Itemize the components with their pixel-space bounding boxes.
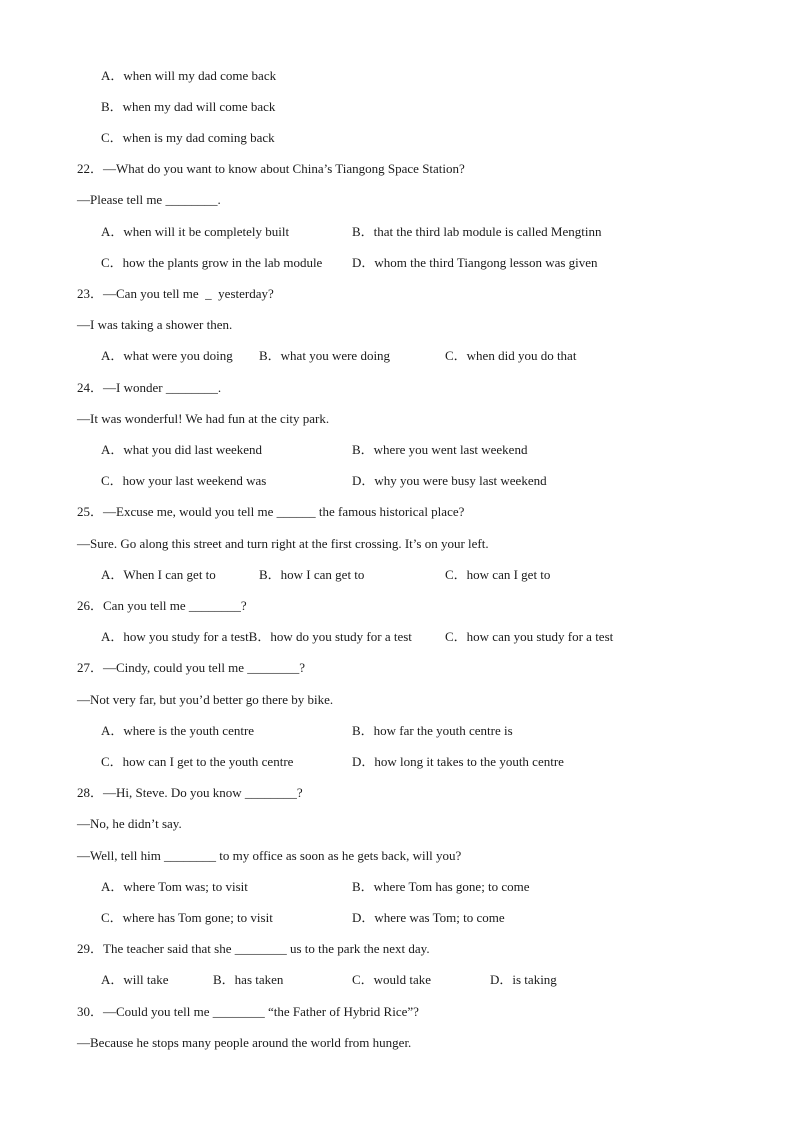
q23-reply: —I was taking a shower then. <box>77 317 233 332</box>
q28-option-b: B．where Tom has gone; to come <box>352 879 530 894</box>
q29-option-a: A．will take <box>101 972 169 987</box>
q21-option-a: A．when will my dad come back <box>101 68 277 83</box>
q23-option-c: C．when did you do that <box>445 348 577 363</box>
q26-option-c: C．how can you study for a test <box>445 629 614 644</box>
q24-option-c: C．how your last weekend was <box>101 473 267 488</box>
q29-option-b: B．has taken <box>213 972 284 987</box>
q24-stem: 24．—I wonder ________. <box>77 380 222 395</box>
q27-stem: 27．—Cindy, could you tell me ________? <box>77 660 306 675</box>
q22-option-b: B．that the third lab module is called Mengtinn <box>352 224 602 239</box>
q29-option-d: D．is taking <box>490 972 557 987</box>
q28-stem: 28．—Hi, Steve. Do you know ________? <box>77 785 303 800</box>
q25-reply: —Sure. Go along this street and turn right at the first crossing. It’s on your left. <box>77 536 489 551</box>
q23-option-b: B．what you were doing <box>259 348 391 363</box>
q24-reply: —It was wonderful! We had fun at the city park. <box>77 411 330 426</box>
q25-option-a: A．When I can get to <box>101 567 216 582</box>
q25-stem: 25．—Excuse me, would you tell me ______ the famous historical place? <box>77 504 465 519</box>
q24-option-a: A．what you did last weekend <box>101 442 263 457</box>
q23-option-a: A．what were you doing <box>101 348 233 363</box>
q28-reply-1: —No, he didn’t say. <box>77 816 182 831</box>
q23-stem: 23．—Can you tell me _ yesterday? <box>77 286 274 301</box>
q29-stem: 29．The teacher said that she ________ us to the park the next day. <box>77 941 430 956</box>
q22-option-a: A．when will it be completely built <box>101 224 290 239</box>
q30-stem: 30．—Could you tell me ________ “the Father of Hybrid Rice”? <box>77 1004 419 1019</box>
q28-option-d: D．where was Tom; to come <box>352 910 505 925</box>
q24-option-d: D．why you were busy last weekend <box>352 473 547 488</box>
q22-option-d: D．whom the third Tiangong lesson was given <box>352 255 598 270</box>
q25-option-b: B．how I can get to <box>259 567 365 582</box>
q28-reply-2: —Well, tell him ________ to my office as soon as he gets back, will you? <box>77 848 462 863</box>
q22-stem: 22．—What do you want to know about China’s Tiangong Space Station? <box>77 161 465 176</box>
q22-option-c: C．how the plants grow in the lab module <box>101 255 323 270</box>
q27-option-b: B．how far the youth centre is <box>352 723 513 738</box>
q27-reply: —Not very far, but you’d better go there by bike. <box>77 692 334 707</box>
q27-option-d: D．how long it takes to the youth centre <box>352 754 564 769</box>
q21-option-b: B．when my dad will come back <box>101 99 276 114</box>
q27-option-a: A．where is the youth centre <box>101 723 255 738</box>
q21-option-c: C．when is my dad coming back <box>101 130 275 145</box>
q26-option-ab: A．how you study for a testB．how do you study for a test <box>101 629 412 644</box>
q28-option-a: A．where Tom was; to visit <box>101 879 248 894</box>
q22-reply: —Please tell me ________. <box>77 192 221 207</box>
q27-option-c: C．how can I get to the youth centre <box>101 754 294 769</box>
q29-option-c: C．would take <box>352 972 432 987</box>
q25-option-c: C．how can I get to <box>445 567 551 582</box>
q30-reply: —Because he stops many people around the world from hunger. <box>77 1035 412 1050</box>
q26-stem: 26．Can you tell me ________? <box>77 598 247 613</box>
q24-option-b: B．where you went last weekend <box>352 442 528 457</box>
q28-option-c: C．where has Tom gone; to visit <box>101 910 273 925</box>
